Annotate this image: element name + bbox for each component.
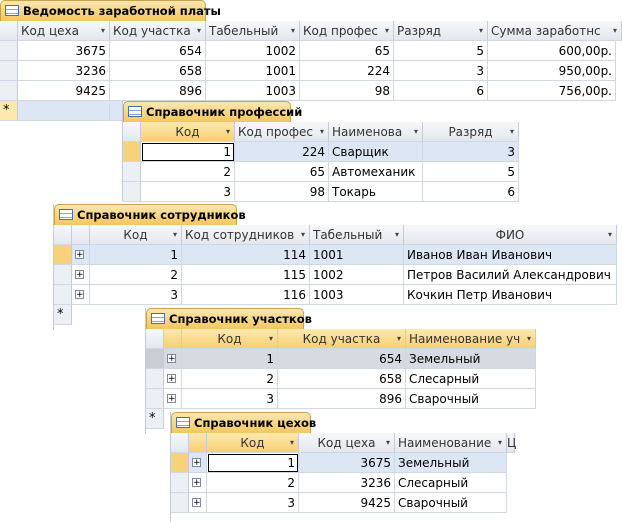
row-selector[interactable]	[54, 265, 72, 285]
cell[interactable]: Слесарный	[406, 369, 536, 389]
cell[interactable]: Петров Василий Александрович	[404, 265, 617, 285]
header-row	[0, 21, 622, 41]
chevron-down-icon[interactable]: ▾	[268, 334, 273, 343]
cell[interactable]: 3	[207, 493, 299, 513]
col-header[interactable]: Код участка ▾	[110, 21, 206, 41]
expand-plus-icon[interactable]: +	[168, 374, 176, 384]
cell[interactable]: 3675	[18, 41, 110, 61]
expand-col-header	[189, 433, 207, 453]
cell[interactable]: Земельный	[395, 453, 507, 473]
table-row[interactable]	[0, 61, 622, 81]
row-selector[interactable]	[171, 493, 189, 513]
expand-cell[interactable]	[164, 389, 182, 409]
chevron-down-icon[interactable]: ▾	[509, 127, 514, 136]
row-selector[interactable]	[123, 162, 141, 182]
cell[interactable]: 658	[110, 61, 206, 81]
header-row	[171, 433, 515, 453]
workshops-grid	[171, 433, 515, 522]
table-row[interactable]	[123, 182, 521, 202]
cell[interactable]: 2	[90, 265, 182, 285]
cell[interactable]: 6	[423, 182, 519, 202]
cell[interactable]: 65	[300, 41, 394, 61]
cell[interactable]: 3236	[299, 473, 395, 493]
cell[interactable]: 1	[207, 453, 299, 473]
employees-title: Справочник сотрудников	[77, 208, 246, 222]
chevron-down-icon[interactable]: ▾	[319, 127, 324, 136]
row-selector[interactable]	[146, 369, 164, 389]
table-row[interactable]	[171, 473, 515, 493]
cell[interactable]: 65	[235, 162, 329, 182]
cell[interactable]: Сварочный	[406, 389, 536, 409]
workshops-title: Справочник цехов	[194, 416, 317, 430]
expand-plus-icon[interactable]: +	[168, 394, 176, 404]
col-header[interactable]: Разряд ▾	[394, 21, 488, 41]
professions-window	[122, 101, 521, 201]
header-row	[146, 329, 536, 349]
payroll-title: Ведомость заработной платы	[23, 4, 221, 18]
col-header[interactable]: Код ▾	[141, 122, 235, 142]
table-row[interactable]	[0, 41, 622, 61]
chevron-down-icon[interactable]: ▾	[526, 334, 531, 343]
col-header[interactable]: Наименова ▾	[329, 122, 423, 142]
chevron-down-icon[interactable]: ▾	[612, 26, 617, 35]
expand-col-header	[72, 225, 90, 245]
row-selector[interactable]	[0, 61, 18, 81]
cell[interactable]: 2	[207, 473, 299, 493]
new-record-selector[interactable]: *	[54, 305, 72, 325]
chevron-down-icon[interactable]: ▾	[225, 127, 230, 136]
workshops-tab[interactable]	[171, 412, 317, 433]
chevron-down-icon[interactable]: ▾	[478, 26, 483, 35]
expand-col-header	[164, 329, 182, 349]
col-header[interactable]: Код ▾	[207, 433, 299, 453]
cell[interactable]: 2	[182, 369, 278, 389]
cell[interactable]: Автомеханик	[329, 162, 423, 182]
cell[interactable]	[18, 101, 110, 121]
cell[interactable]: Слесарный	[395, 473, 507, 493]
col-header[interactable]: Табельный ▾	[310, 225, 404, 245]
cell[interactable]: 3	[182, 389, 278, 409]
cell[interactable]: Токарь	[329, 182, 423, 202]
col-header[interactable]: ФИО ▾	[404, 225, 617, 245]
col-header[interactable]: Код ▾	[182, 329, 278, 349]
cell[interactable]: 98	[235, 182, 329, 202]
table-row[interactable]	[146, 369, 536, 389]
cell[interactable]: 3	[423, 142, 519, 162]
table-row[interactable]	[123, 162, 521, 182]
cell[interactable]: 658	[278, 369, 406, 389]
table-icon	[59, 209, 73, 220]
cell[interactable]: 896	[110, 81, 206, 101]
table-icon	[128, 106, 142, 117]
new-record-selector[interactable]: *	[0, 101, 18, 121]
expand-cell[interactable]	[164, 369, 182, 389]
professions-title: Справочник профессий	[146, 105, 303, 119]
expand-plus-icon[interactable]: +	[193, 458, 201, 468]
expand-plus-icon[interactable]: +	[76, 250, 84, 260]
col-header[interactable]: Код цеха ▾	[18, 21, 110, 41]
col-header[interactable]: Разряд ▾	[423, 122, 519, 142]
expand-cell[interactable]	[72, 285, 90, 305]
select-all[interactable]	[146, 329, 164, 349]
cell[interactable]: 1	[141, 142, 235, 162]
cell[interactable]: 1	[90, 245, 182, 265]
chevron-down-icon[interactable]: ▾	[385, 438, 390, 447]
row-selector[interactable]	[123, 142, 141, 162]
select-all[interactable]	[171, 433, 189, 453]
payroll-tab[interactable]	[0, 0, 221, 21]
expand-plus-icon[interactable]: +	[193, 498, 201, 508]
cell[interactable]: 600,00р.	[488, 41, 616, 61]
table-row[interactable]	[54, 245, 617, 265]
table-row[interactable]	[54, 265, 617, 285]
table-row[interactable]	[54, 285, 617, 305]
row-selector[interactable]	[171, 453, 189, 473]
cell[interactable]: 3	[394, 61, 488, 81]
row-selector[interactable]	[0, 81, 18, 101]
expand-cell[interactable]	[72, 265, 90, 285]
cell[interactable]: Кочкин Петр Иванович	[404, 285, 617, 305]
select-all[interactable]	[0, 21, 18, 41]
cell[interactable]: 5	[394, 41, 488, 61]
expand-cell[interactable]	[189, 473, 207, 493]
sections-title: Справочник участков	[169, 312, 312, 326]
header-row	[54, 225, 617, 245]
chevron-down-icon[interactable]: ▾	[172, 230, 177, 239]
col-header[interactable]: Сумма заработнс ▾	[488, 21, 622, 41]
cell[interactable]: 224	[300, 61, 394, 81]
cell[interactable]: 3	[141, 182, 235, 202]
employees-tab[interactable]	[54, 204, 246, 225]
cell[interactable]: 1002	[310, 265, 404, 285]
cell[interactable]: Сварщик	[329, 142, 423, 162]
chevron-down-icon[interactable]: ▾	[289, 438, 294, 447]
row-selector[interactable]	[146, 349, 164, 369]
col-header[interactable]: Код сотрудников ▾	[182, 225, 310, 245]
new-record-selector[interactable]: *	[146, 409, 164, 429]
expand-cell[interactable]	[189, 453, 207, 473]
chevron-down-icon[interactable]: ▾	[384, 26, 389, 35]
cell[interactable]: 9425	[299, 493, 395, 513]
select-all[interactable]	[54, 225, 72, 245]
chevron-down-icon[interactable]: ▾	[394, 230, 399, 239]
cell[interactable]: 1001	[310, 245, 404, 265]
table-row[interactable]	[171, 453, 515, 473]
cell[interactable]: Земельный	[406, 349, 536, 369]
cell[interactable]: 1002	[206, 41, 300, 61]
chevron-down-icon[interactable]: ▾	[413, 127, 418, 136]
cell[interactable]: 654	[278, 349, 406, 369]
cell[interactable]: 116	[182, 285, 310, 305]
cell[interactable]: 1	[182, 349, 278, 369]
expand-plus-icon[interactable]: +	[76, 270, 84, 280]
col-header[interactable]: Код ▾	[90, 225, 182, 245]
workshops-window	[170, 412, 515, 522]
chevron-down-icon[interactable]: ▾	[396, 334, 401, 343]
cell[interactable]: Иванов Иван Иванович	[404, 245, 617, 265]
row-selector[interactable]	[0, 41, 18, 61]
expand-plus-icon[interactable]: +	[193, 478, 201, 488]
col-header[interactable]: Код профес ▾	[300, 21, 394, 41]
cell[interactable]: 756,00р.	[488, 81, 616, 101]
cell[interactable]: 3236	[18, 61, 110, 81]
cell[interactable]: 1003	[310, 285, 404, 305]
professions-tab[interactable]	[123, 101, 303, 122]
col-header[interactable]: Код участка ▾	[278, 329, 406, 349]
expand-plus-icon[interactable]: +	[76, 290, 84, 300]
chevron-down-icon[interactable]: ▾	[300, 230, 305, 239]
col-header[interactable]: Наименование ▾	[395, 433, 507, 453]
cell[interactable]: 5	[423, 162, 519, 182]
cell[interactable]: 1001	[206, 61, 300, 81]
table-icon	[151, 313, 165, 324]
table-row[interactable]	[171, 493, 515, 513]
chevron-down-icon[interactable]: ▾	[497, 438, 502, 447]
cell[interactable]: 1003	[206, 81, 300, 101]
col-header[interactable]: Наименование уч ▾	[406, 329, 536, 349]
row-selector[interactable]	[54, 245, 72, 265]
cell[interactable]: 2	[141, 162, 235, 182]
row-selector[interactable]	[146, 389, 164, 409]
cell[interactable]: 114	[182, 245, 310, 265]
select-all[interactable]	[123, 122, 141, 142]
chevron-down-icon[interactable]: ▾	[290, 26, 295, 35]
chevron-down-icon[interactable]: ▾	[607, 230, 612, 239]
row-selector[interactable]	[171, 473, 189, 493]
cell[interactable]: 654	[110, 41, 206, 61]
sections-tab[interactable]	[146, 308, 312, 329]
expand-plus-icon[interactable]: +	[168, 354, 176, 364]
cell[interactable]: 896	[278, 389, 406, 409]
cell[interactable]: 3	[90, 285, 182, 305]
table-icon	[176, 417, 190, 428]
expand-cell[interactable]	[72, 245, 90, 265]
cell[interactable]: 115	[182, 265, 310, 285]
row-selector[interactable]	[54, 285, 72, 305]
header-row	[123, 122, 521, 142]
expand-cell[interactable]	[189, 493, 207, 513]
expand-cell[interactable]	[164, 349, 182, 369]
cell[interactable]: 3675	[299, 453, 395, 473]
cell[interactable]: 950,00р.	[488, 61, 616, 81]
professions-grid	[123, 122, 521, 201]
table-row[interactable]	[0, 81, 622, 101]
col-header[interactable]: Код цеха ▾	[299, 433, 395, 453]
table-icon	[5, 5, 19, 16]
cell[interactable]: Сварочный	[395, 493, 507, 513]
cell[interactable]: 6	[394, 81, 488, 101]
cell[interactable]: 9425	[18, 81, 110, 101]
table-row[interactable]	[146, 349, 536, 369]
chevron-down-icon[interactable]: ▾	[100, 26, 105, 35]
chevron-down-icon[interactable]: ▾	[196, 26, 201, 35]
table-row[interactable]	[123, 142, 521, 162]
col-header[interactable]: Табельный ▾	[206, 21, 300, 41]
table-row[interactable]	[146, 389, 536, 409]
cell[interactable]: 98	[300, 81, 394, 101]
cell[interactable]: 224	[235, 142, 329, 162]
col-header[interactable]: Ц	[507, 433, 515, 453]
col-header[interactable]: Код профес ▾	[235, 122, 329, 142]
row-selector[interactable]	[123, 182, 141, 202]
